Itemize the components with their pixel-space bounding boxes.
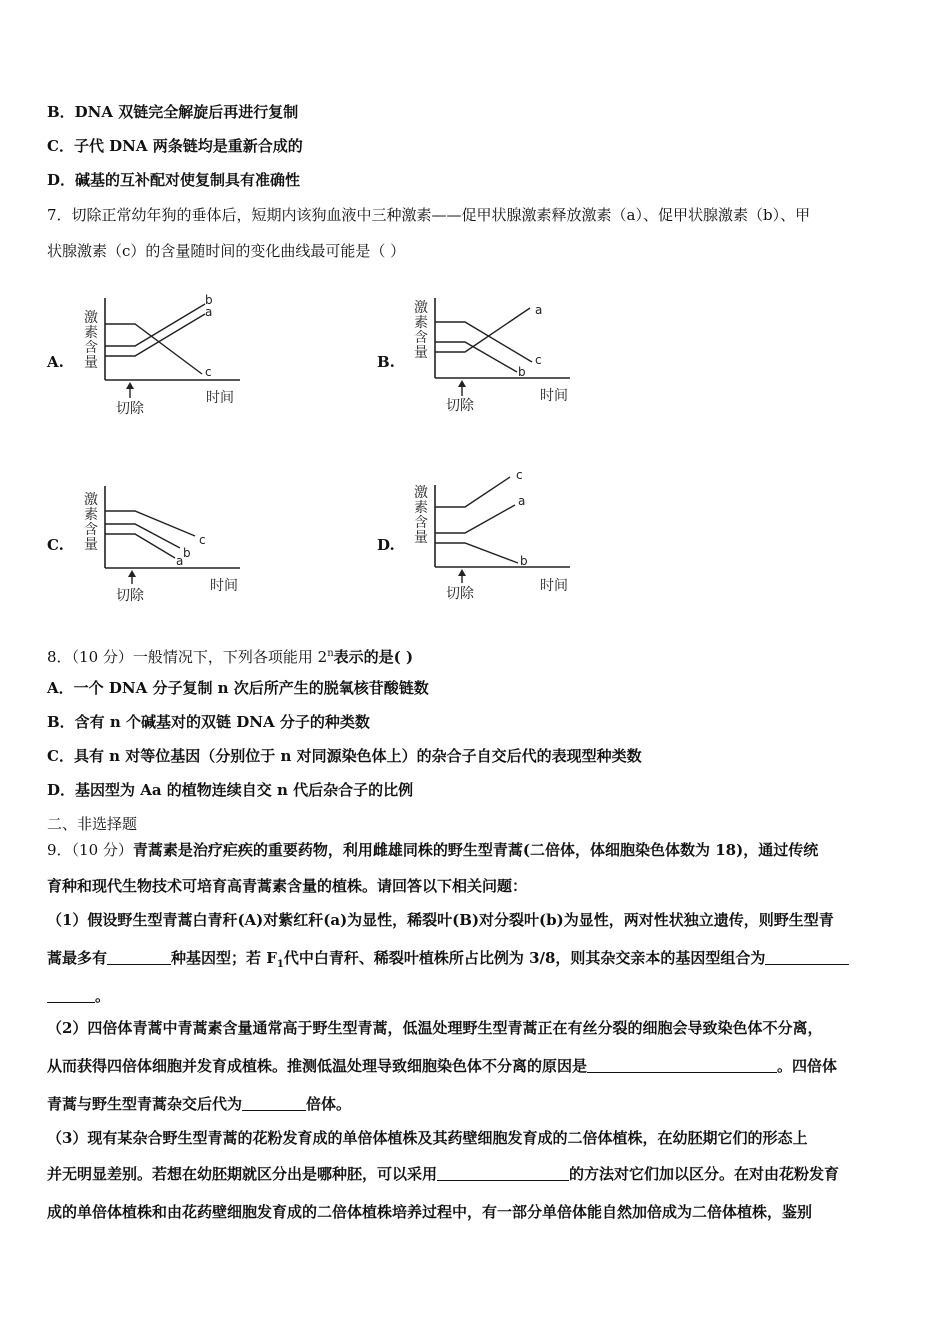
q9-part3-line3: 成的单倍体植株和由花药壁细胞发育成的二倍体植株培养过程中，有一部分单倍体能自然加倍成为二倍体植株，鉴别 — [47, 1203, 813, 1221]
q7-graph-d-label-3: b — [520, 554, 528, 568]
q9-blank-1[interactable] — [107, 949, 171, 965]
q7-graph-b-curve-a — [435, 308, 530, 352]
q9-part1-text-b: 种基因型；若 F — [171, 949, 277, 967]
q9-blank-4[interactable] — [242, 1095, 306, 1111]
q7-option-a-label: A. — [47, 353, 64, 371]
q7-graph-d-curve-b — [435, 543, 518, 563]
q7-option-b-label: B. — [377, 353, 395, 371]
q7-graph-b — [410, 290, 610, 425]
q6-option-c: C．子代 DNA 两条链均是重新合成的 — [47, 137, 303, 155]
q9-part1-end: 。 — [95, 987, 111, 1005]
q9-blank-2-cont[interactable] — [47, 987, 95, 1003]
q9-part1-text-a: 蒿最多有 — [47, 949, 108, 967]
q7-graph-a-label-1: b — [205, 293, 213, 307]
q9-part3-line2 — [47, 1164, 839, 1184]
q7-graph-b-arrow-label: 切除 — [446, 398, 474, 414]
q7-graph-a-curve-c — [105, 324, 202, 374]
q7-graph-b-ylabel-3: 含 — [414, 330, 428, 346]
q7-graph-c-ylabel-3: 含 — [84, 522, 98, 538]
q8-stem-sup: n — [327, 648, 334, 659]
q8-option-b: B．含有 n 个碱基对的双链 DNA 分子的种类数 — [47, 713, 370, 731]
q7-graph-b-ylabel-4: 量 — [414, 345, 428, 361]
q9-blank-5[interactable] — [437, 1165, 569, 1181]
q7-graph-d-ylabel-1: 激 — [414, 485, 428, 501]
q7-graph-c-ylabel-1: 激 — [84, 492, 98, 508]
q7-graph-c-label-2: b — [183, 546, 191, 560]
q7-graph-a-ylabel-2: 素 — [84, 325, 98, 341]
q9-part3-line1: （3）现有某杂合野生型青蒿的花粉发育成的单倍体植株及其药壁细胞发育成的二倍体植株，在幼胚期它们的形态上 — [47, 1129, 808, 1147]
q7-graph-c-curve-b — [105, 524, 180, 548]
q8-stem-post: 表示的是( ) — [333, 648, 414, 666]
q7-graph-d-label-1: c — [516, 468, 523, 482]
q9-stem: 青蒿素是治疗疟疾的重要药物，利用雌雄同株的野生型青蒿(二倍体，体细胞染色体数为 18)，通过传统 — [132, 841, 819, 859]
q8-option-a: A．一个 DNA 分子复制 n 次后所产生的脱氧核苷酸链数 — [47, 679, 429, 697]
q7-graph-a-ylabel-1: 激 — [84, 310, 98, 326]
q7-graph-b-ylabel-1: 激 — [414, 300, 428, 316]
q7-graph-c-arrow-label: 切除 — [116, 588, 144, 604]
q8-stem-pre: 8．（10 分）一般情况下，下列各项能用 2 — [47, 648, 328, 666]
q7-graph-b-label-2: c — [535, 353, 542, 367]
q7-option-d-label: D. — [377, 536, 395, 554]
q9-part1-sub: 1 — [276, 959, 284, 970]
q7-graph-c-ylabel-2: 素 — [84, 507, 98, 523]
q7-stem-line2: 状腺激素（c）的含量随时间的变化曲线最可能是（ ） — [47, 242, 406, 260]
q7-graph-b-label-3: b — [518, 365, 526, 379]
q9-part3-text-b: 的方法对它们加以区分。在对由花粉发育 — [569, 1165, 840, 1183]
q9-part2-line2 — [47, 1056, 837, 1076]
q9-blank-3[interactable] — [587, 1057, 777, 1073]
q7-graph-b-xlabel: 时间 — [540, 388, 568, 404]
q7-graph-d — [410, 465, 610, 600]
q7-graph-c-ylabel-4: 量 — [84, 537, 98, 553]
q9-part1-line1: （1）假设野生型青蒿白青秆(A)对紫红秆(a)为显性，稀裂叶(B)对分裂叶(b)为显性，两对性状独立遗传，则野生型青 — [47, 911, 834, 929]
q7-graph-d-ylabel-3: 含 — [414, 515, 428, 531]
q7-graph-a-label-3: c — [205, 365, 212, 379]
q9-line2: 育种和现代生物技术可培育高青蒿素含量的植株。请回答以下相关问题： — [47, 877, 528, 895]
q7-graph-a-xlabel: 时间 — [206, 390, 234, 406]
q9-part1-line2 — [47, 948, 849, 975]
q9-number: 9．（10 分） — [47, 841, 133, 859]
q7-option-c-label: C. — [47, 536, 64, 554]
q7-graph-d-curve-a — [435, 505, 515, 533]
q8-option-d: D．基因型为 Aa 的植物连续自交 n 代后杂合子的比例 — [47, 781, 414, 799]
q7-stem-line1: 7．切除正常幼年狗的垂体后，短期内该狗血液中三种激素——促甲状腺激素释放激素（a）、促甲状腺激素（b）、甲 — [47, 206, 811, 224]
q7-graph-d-ylabel-4: 量 — [414, 530, 428, 546]
q7-graph-c-label-3: a — [176, 554, 184, 568]
q7-graph-a-ylabel-4: 量 — [84, 355, 98, 371]
q9-part1-text-c: 代中白青秆、稀裂叶植株所占比例为 3/8，则其杂交亲本的基因型组合为 — [283, 949, 766, 967]
q8-stem — [47, 644, 413, 667]
q7-graph-a — [80, 290, 280, 425]
q7-graph-a-arrow-label: 切除 — [116, 401, 144, 417]
q6-option-d: D．碱基的互补配对使复制具有准确性 — [47, 171, 301, 189]
q9-line1 — [47, 840, 818, 860]
q9-part2-text-a: 从而获得四倍体细胞并发育成植株。推测低温处理导致细胞染色体不分离的原因是 — [47, 1057, 588, 1075]
q7-graph-c-label-1: c — [199, 533, 206, 547]
q7-graph-a-label-2: a — [205, 305, 213, 319]
q7-graph-c-xlabel: 时间 — [210, 578, 238, 594]
q7-graph-d-label-2: a — [518, 494, 526, 508]
q9-part3-text-a: 并无明显差别。若想在幼胚期就区分出是哪种胚，可以采用 — [47, 1165, 438, 1183]
section-heading: 二、非选择题 — [47, 815, 138, 833]
q9-part2-text-c: 青蒿与野生型青蒿杂交后代为 — [47, 1095, 243, 1113]
q7-graph-c — [80, 478, 280, 613]
q7-graph-a-ylabel-3: 含 — [84, 340, 98, 356]
q9-part2-text-b: 。四倍体 — [777, 1057, 838, 1075]
q9-part2-line3 — [47, 1094, 351, 1114]
q7-graph-a-curve-a — [105, 314, 205, 356]
q7-graph-d-ylabel-2: 素 — [414, 500, 428, 516]
q9-part2-line1: （2）四倍体青蒿中青蒿素含量通常高于野生型青蒿，低温处理野生型青蒿正在有丝分裂的细胞会导致染色体不分离， — [47, 1019, 823, 1037]
q7-graph-c-curve-a — [105, 534, 175, 558]
q7-graph-b-label-1: a — [535, 303, 543, 317]
q7-graph-d-xlabel: 时间 — [540, 578, 568, 594]
q8-option-c: C．具有 n 对等位基因（分别位于 n 对同源染色体上）的杂合子自交后代的表现型种类数 — [47, 747, 642, 765]
q7-graph-d-curve-c — [435, 477, 510, 507]
q9-blank-2[interactable] — [765, 949, 849, 965]
q6-option-b: B．DNA 双链完全解旋后再进行复制 — [47, 103, 299, 121]
q7-graph-d-arrow-label: 切除 — [446, 586, 474, 600]
q7-graph-b-ylabel-2: 素 — [414, 315, 428, 331]
q9-part1-line3 — [47, 986, 110, 1006]
q9-part2-text-d: 倍体。 — [306, 1095, 352, 1113]
